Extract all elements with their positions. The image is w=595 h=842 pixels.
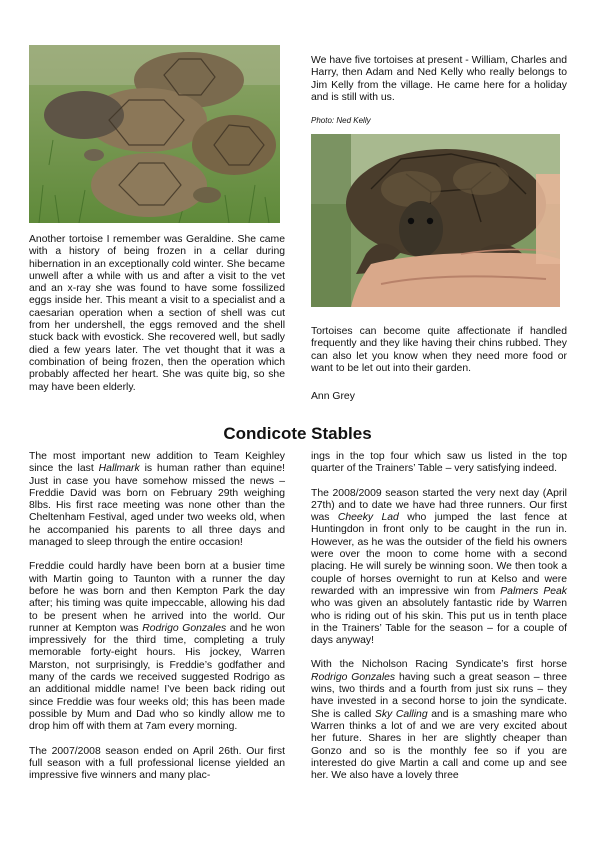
tortoise-story-right — [311, 55, 567, 104]
current-tortoises-paragraph: We have five tortoises at present - William, Charles and Harry, then Adam and Ned Kelly who really belongs to Jim Kelly from the village. He came here for a holiday and is still with us. — [311, 55, 567, 103]
author-signature: Ann Grey — [311, 391, 355, 402]
tortoises-group-photo — [29, 45, 280, 223]
article-title: Condicote Stables — [223, 424, 372, 443]
article-paragraph: The 2007/2008 season ended on April 26th. Our first full season with a full professional license yielded an impressive five winners and many plac- — [29, 745, 285, 782]
tortoise-affection-block — [311, 326, 567, 375]
tortoise-story-left — [29, 234, 285, 394]
article-left-column — [29, 451, 285, 782]
affection-paragraph: Tortoises can become quite affectionate if handled frequently and they like having their chins rubbed. They can also let you know when they need more food or want to be let out into their garden. — [311, 326, 567, 374]
article-paragraph: Freddie could hardly have been born at a busier time with Martin going to Taunton with a runner the day before he was born and then Kempton Park the day after; his timing was quite impeccable, allowing his dad to be present when he arrived into the world. Our runner at Kempton was Rodrigo Gonzales and he won impressively for the third time, completing a truly memorable forty-eight hours. His jockey, Warren Marston, not surprisingly, is Freddie’s godfather and many of the cards we received suggested Rodrigo as an additional middle name! I’ve been back riding out since Freddie was four weeks old; this has been made possible by Mum and Dad who so kindly allow me to drop him off with them at 7am every morning. — [29, 561, 285, 733]
article-paragraph: The 2008/2009 season started the very next day (April 27th) and to date we have had three runners. Our first was Cheeky Lad who jumped the last fence at Huntingdon in front only to be caught in the run in. However, as he was the outsider of the field his owners were over the moon to come home with a second placing. He will surely be winning soon. We then took a couple of horses overnight to run at Kelso and were rewarded with an impressive win from Palmers Peak who was given an absolutely fantastic ride by Warren who is riding out of his skin. This put us in tenth place in the Trainers’ Table for the season – for a couple of days anyway! — [311, 487, 567, 647]
article-paragraph: With the Nicholson Racing Syndicate’s first horse Rodrigo Gonzales having such a great season – three wins, two thirds and a fourth from just six runs – they have invested in a second horse to join the syndicate. She is called Sky Calling and is a smashing mare who Warren thinks a lot of and we are very excited about her future. Shares in her are slightly cheaper than Gonzo and so is the monthly fee so if you are interested do give Martin a call and come up and see her. We also have a lovely three — [311, 659, 567, 782]
article-right-column — [311, 451, 567, 782]
photo-credit: Photo: Ned Kelly — [311, 116, 371, 125]
article-paragraph: ings in the top four which saw us listed in the top quarter of the Trainers’ Table – very satisfying indeed. — [311, 451, 567, 475]
ned-kelly-photo — [311, 134, 560, 307]
geraldine-paragraph: Another tortoise I remember was Geraldine. She came with a history of being frozen in a cellar during hibernation in an exceptionally cold winter. She became unwell after a while with us and after a visit to the vet and an x-ray she was found to have some fossilized eggs inside her. This meant a visit to a specialist and a caesarian operation when a section of shell was cut from her undershell, the eggs removed and the shell stuck back with evostick. She recovered well, but sadly died a few years later. The vet thought that it was a combination of being frozen, then the operation which probably affected her heart. She was quite big, so she may have been elderly. — [29, 234, 285, 393]
article-paragraph: The most important new addition to Team Keighley since the last Hallmark is human rather than equine! Just in case you have somehow missed the news – Freddie David was born on February 29th weighing 8lbs. His first race meeting was none other than the Cheltenham Festival, aged under two weeks old, when he accompanied his parents to all three days and managed to sleep through the entire occasion! — [29, 451, 286, 549]
